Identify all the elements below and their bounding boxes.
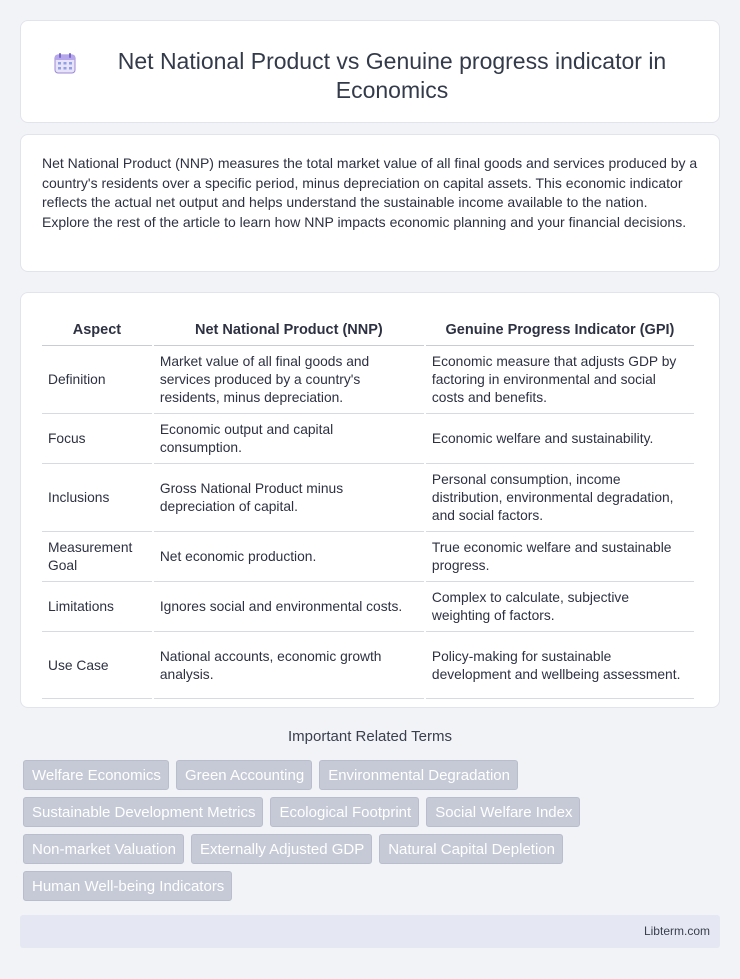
cell-aspect: Focus — [42, 414, 152, 464]
related-term-tag[interactable]: Sustainable Development Metrics — [23, 797, 263, 827]
cell-nnp: Net economic production. — [154, 532, 424, 582]
column-header-nnp: Net National Product (NNP) — [154, 314, 424, 346]
cell-gpi: Economic measure that adjusts GDP by factoring in environmental and social costs and benefits. — [426, 346, 694, 414]
cell-aspect: Measurement Goal — [42, 532, 152, 582]
cell-aspect: Definition — [42, 346, 152, 414]
related-term-tag[interactable]: Externally Adjusted GDP — [191, 834, 372, 864]
footer-site-link[interactable]: Libterm.com — [643, 924, 710, 938]
footer — [20, 915, 720, 948]
table-row — [42, 532, 694, 582]
related-term-tag[interactable]: Social Welfare Index — [426, 797, 580, 827]
related-term-tag[interactable]: Welfare Economics — [23, 760, 169, 790]
comparison-card — [20, 292, 720, 708]
cell-aspect: Inclusions — [42, 464, 152, 532]
cell-nnp: Market value of all final goods and services produced by a country's residents, minus depreciation. — [154, 346, 424, 414]
table-row — [42, 346, 694, 414]
cell-gpi: Policy-making for sustainable development and wellbeing assessment. — [426, 632, 694, 699]
table-row — [42, 414, 694, 464]
related-terms-list — [23, 760, 623, 901]
cell-gpi: Personal consumption, income distribution, environmental degradation, and social factors. — [426, 464, 694, 532]
calendar-icon — [53, 51, 77, 75]
cell-aspect: Limitations — [42, 582, 152, 632]
cell-nnp: Economic output and capital consumption. — [154, 414, 424, 464]
related-term-tag[interactable]: Environmental Degradation — [319, 760, 518, 790]
related-term-tag[interactable]: Natural Capital Depletion — [379, 834, 563, 864]
table-row — [42, 632, 694, 699]
related-terms-heading: Important Related Terms — [288, 728, 452, 745]
related-term-tag[interactable]: Human Well-being Indicators — [23, 871, 232, 901]
related-term-tag[interactable]: Green Accounting — [176, 760, 312, 790]
page-title: Net National Product vs Genuine progress indicator in Economics — [117, 48, 667, 103]
cell-nnp: National accounts, economic growth analysis. — [154, 632, 424, 699]
cell-gpi: True economic welfare and sustainable progress. — [426, 532, 694, 582]
column-header-gpi: Genuine Progress Indicator (GPI) — [426, 314, 694, 346]
cell-aspect: Use Case — [42, 632, 152, 699]
table-header-row — [42, 314, 694, 346]
table-row — [42, 464, 694, 532]
column-header-aspect: Aspect — [42, 314, 152, 346]
cell-gpi: Economic welfare and sustainability. — [426, 414, 694, 464]
cell-nnp: Ignores social and environmental costs. — [154, 582, 424, 632]
comparison-table — [40, 314, 696, 699]
table-row — [42, 582, 694, 632]
intro-card — [20, 134, 720, 272]
cell-nnp: Gross National Product minus depreciation of capital. — [154, 464, 424, 532]
header-card — [20, 20, 720, 123]
related-term-tag[interactable]: Ecological Footprint — [270, 797, 419, 827]
cell-gpi: Complex to calculate, subjective weighting of factors. — [426, 582, 694, 632]
intro-paragraph: Net National Product (NNP) measures the total market value of all final goods and services produced by a country's residents over a specific period, minus depreciation on capital assets. This economic indicator reflects the actual net output and helps understand the sustainable income available to the nation. Explore the rest of the article to learn how NNP impacts economic planning and your financial decisions. — [42, 155, 698, 230]
related-term-tag[interactable]: Non-market Valuation — [23, 834, 184, 864]
